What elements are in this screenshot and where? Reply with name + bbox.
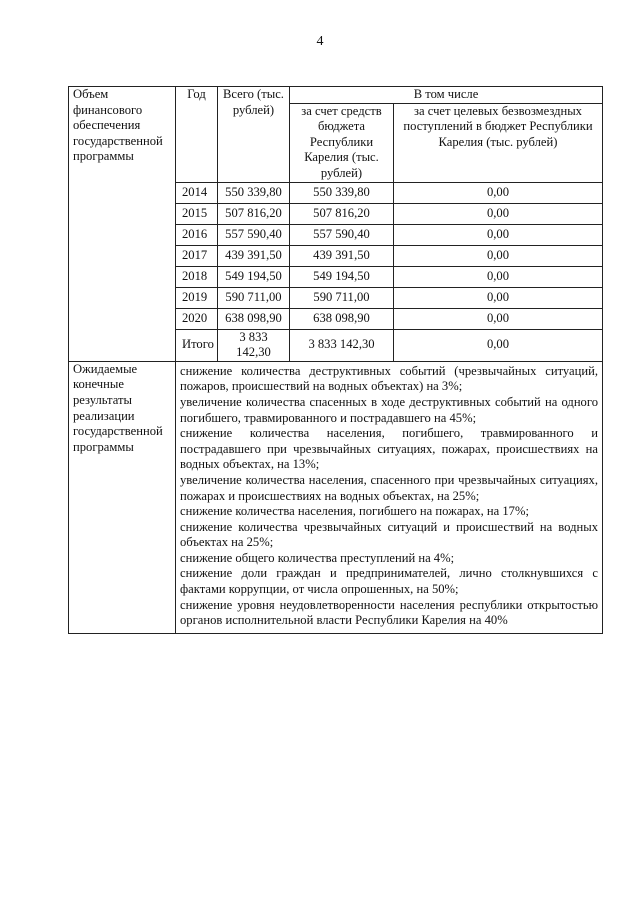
program-passport-table xyxy=(68,86,603,634)
total-cell: 590 711,00 xyxy=(218,287,290,308)
year-cell: 2020 xyxy=(176,308,218,329)
result-item: снижение количества населения, погибшего, травмированного и пострадавшего при чрезвычайных ситуациях, пожарах, происшествиях на водных объектах, на 13%; xyxy=(180,426,598,472)
budget-cell: 507 816,20 xyxy=(290,203,394,224)
result-item: снижение доли граждан и предпринимателей, лично столкнувшихся с фактами коррупции, от числа опрошенных, на 50%; xyxy=(180,566,598,597)
results-section xyxy=(69,361,603,633)
header-total: Всего (тыс. рублей) xyxy=(218,87,290,183)
finance-section xyxy=(69,87,603,362)
budget-cell: 638 098,90 xyxy=(290,308,394,329)
budget-cell: 550 339,80 xyxy=(290,182,394,203)
gratuitous-cell: 0,00 xyxy=(394,308,603,329)
gratuitous-cell: 0,00 xyxy=(394,329,603,361)
result-item: снижение уровня неудовлетворенности населения республики открытостью органов исполнительной власти Республики Карелия на 40% xyxy=(180,597,598,628)
gratuitous-cell: 0,00 xyxy=(394,266,603,287)
results-list xyxy=(176,361,603,633)
gratuitous-cell: 0,00 xyxy=(394,287,603,308)
total-cell: 439 391,50 xyxy=(218,245,290,266)
gratuitous-cell: 0,00 xyxy=(394,203,603,224)
budget-cell: 3 833 142,30 xyxy=(290,329,394,361)
year-cell: 2016 xyxy=(176,224,218,245)
gratuitous-cell: 0,00 xyxy=(394,224,603,245)
total-cell: 550 339,80 xyxy=(218,182,290,203)
header-budget: за счет средств бюджета Республики Карелия (тыс. рублей) xyxy=(290,103,394,182)
result-item: снижение количества деструктивных событий (чрезвычайных ситуаций, пожаров, происшествий на водных объектах) на 3%; xyxy=(180,363,598,394)
budget-cell: 549 194,50 xyxy=(290,266,394,287)
result-item: снижение количества чрезвычайных ситуаций и происшествий на водных объектах на 25%; xyxy=(180,519,598,550)
result-item: снижение общего количества преступлений на 4%; xyxy=(180,550,455,565)
year-cell: 2017 xyxy=(176,245,218,266)
year-cell: 2014 xyxy=(176,182,218,203)
result-item: увеличение количества населения, спасенного при чрезвычайных ситуациях, пожарах и происшествиях на водных объектах, на 25%; xyxy=(180,472,598,503)
page-number: 4 xyxy=(316,34,324,49)
finance-label: Объем финансового обеспечения государственной программы xyxy=(69,87,176,362)
budget-cell: 590 711,00 xyxy=(290,287,394,308)
total-cell: 557 590,40 xyxy=(218,224,290,245)
year-cell: 2018 xyxy=(176,266,218,287)
year-cell: 2015 xyxy=(176,203,218,224)
header-gratuitous: за счет целевых безвозмездных поступлений в бюджет Республики Карелия (тыс. рублей) xyxy=(394,103,603,182)
year-cell: 2019 xyxy=(176,287,218,308)
results-row xyxy=(69,361,603,633)
total-cell: 3 833 142,30 xyxy=(218,329,290,361)
gratuitous-cell: 0,00 xyxy=(394,245,603,266)
budget-cell: 439 391,50 xyxy=(290,245,394,266)
total-label-cell: Итого xyxy=(176,329,218,361)
result-item: снижение количества населения, погибшего на пожарах, на 17%; xyxy=(180,504,529,519)
result-item: увеличение количества спасенных в ходе деструктивных событий на одного погибшего, травмированного и пострадавшего на 45%; xyxy=(180,394,598,425)
total-cell: 507 816,20 xyxy=(218,203,290,224)
total-cell: 549 194,50 xyxy=(218,266,290,287)
finance-header-row xyxy=(69,87,603,104)
results-label: Ожидаемые конечные результаты реализации государственной программы xyxy=(69,361,176,633)
header-including: В том числе xyxy=(290,87,603,104)
header-year: Год xyxy=(176,87,218,183)
budget-cell: 557 590,40 xyxy=(290,224,394,245)
gratuitous-cell: 0,00 xyxy=(394,182,603,203)
total-cell: 638 098,90 xyxy=(218,308,290,329)
